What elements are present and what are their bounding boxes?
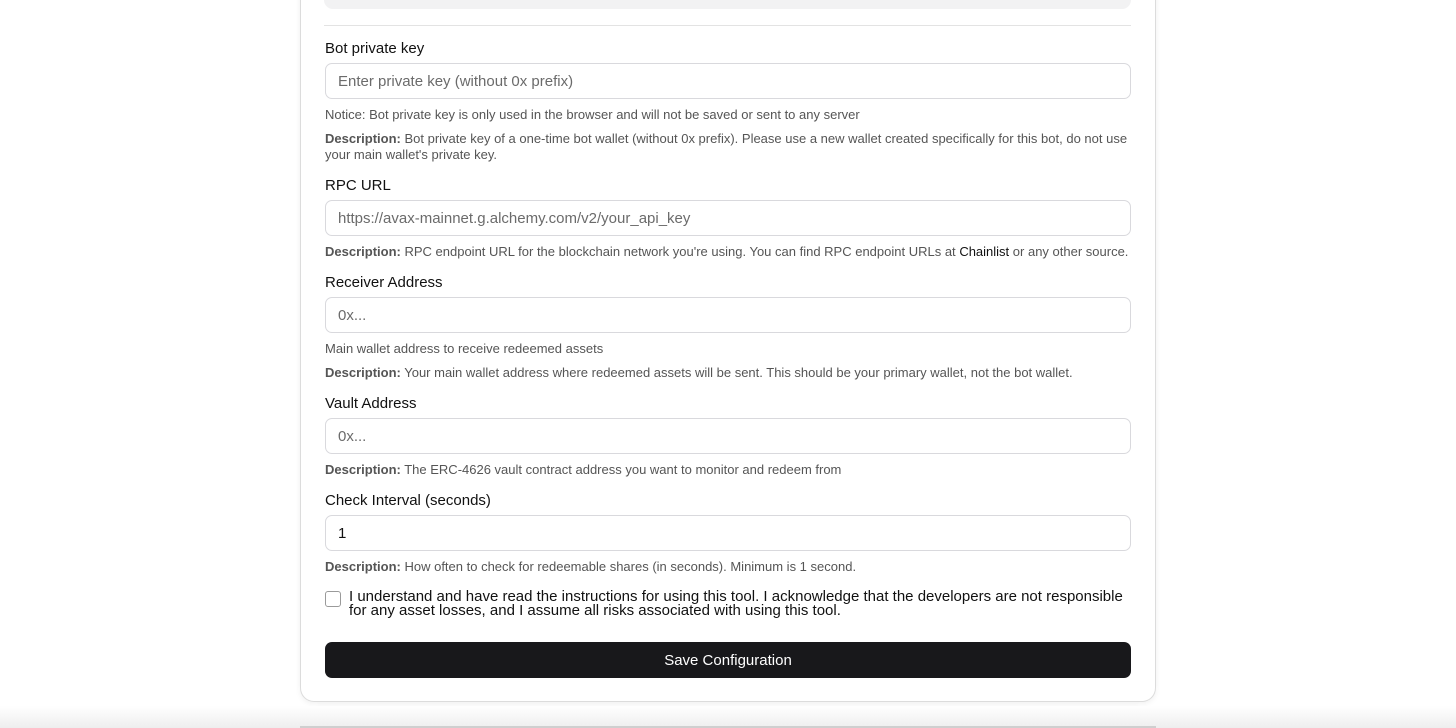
description-suffix: or any other source. bbox=[1012, 244, 1129, 259]
description-prefix: Description: bbox=[325, 244, 401, 259]
description-text: The ERC-4626 vault contract address you want to monitor and redeem from bbox=[404, 462, 842, 477]
vault-address-description bbox=[325, 462, 1131, 478]
chainlist-link[interactable]: Chainlist bbox=[959, 244, 1010, 259]
description-text: Bot private key of a one-time bot wallet (without 0x prefix). Please use a new wallet created specifically for this bot, do not use your main wallet's private key. bbox=[325, 131, 1128, 162]
acknowledge-text: I understand and have read the instructions for using this tool. I acknowledge that the developers are not responsible for any asset losses, and I assume all risks associated with using this tool. bbox=[349, 588, 1123, 619]
bot-key-description bbox=[325, 131, 1131, 163]
description-text: Your main wallet address where redeemed assets will be sent. This should be your primary wallet, not the bot wallet. bbox=[404, 365, 1073, 380]
rpc-url-description bbox=[325, 244, 1131, 260]
bot-key-label: Bot private key bbox=[325, 40, 425, 57]
receiver-address-description bbox=[325, 365, 1131, 381]
acknowledge-checkbox[interactable] bbox=[325, 591, 341, 607]
receiver-address-input[interactable] bbox=[325, 297, 1131, 333]
check-interval-input[interactable] bbox=[325, 515, 1131, 551]
check-interval-label: Check Interval (seconds) bbox=[325, 492, 491, 509]
vault-address-label: Vault Address bbox=[325, 395, 417, 412]
description-prefix: Description: bbox=[325, 365, 401, 380]
section-divider bbox=[324, 25, 1131, 26]
vault-address-input[interactable] bbox=[325, 418, 1131, 454]
receiver-address-label: Receiver Address bbox=[325, 274, 443, 291]
receiver-address-hint: Main wallet address to receive redeemed assets bbox=[325, 341, 604, 356]
description-text: RPC endpoint URL for the blockchain network you're using. You can find RPC endpoint URLs at bbox=[404, 244, 956, 259]
description-prefix: Description: bbox=[325, 131, 401, 146]
description-prefix: Description: bbox=[325, 559, 401, 574]
bot-key-input[interactable] bbox=[325, 63, 1131, 99]
save-configuration-button[interactable]: Save Configuration bbox=[325, 642, 1131, 678]
previous-field-bottom bbox=[324, 0, 1131, 9]
description-text: How often to check for redeemable shares (in seconds). Minimum is 1 second. bbox=[404, 559, 857, 574]
page-bottom-shade bbox=[0, 706, 1456, 728]
rpc-url-label: RPC URL bbox=[325, 177, 391, 194]
description-prefix: Description: bbox=[325, 462, 401, 477]
bot-key-notice: Notice: Bot private key is only used in the browser and will not be saved or sent to any server bbox=[325, 107, 860, 122]
check-interval-description bbox=[325, 559, 1131, 575]
rpc-url-input[interactable] bbox=[325, 200, 1131, 236]
